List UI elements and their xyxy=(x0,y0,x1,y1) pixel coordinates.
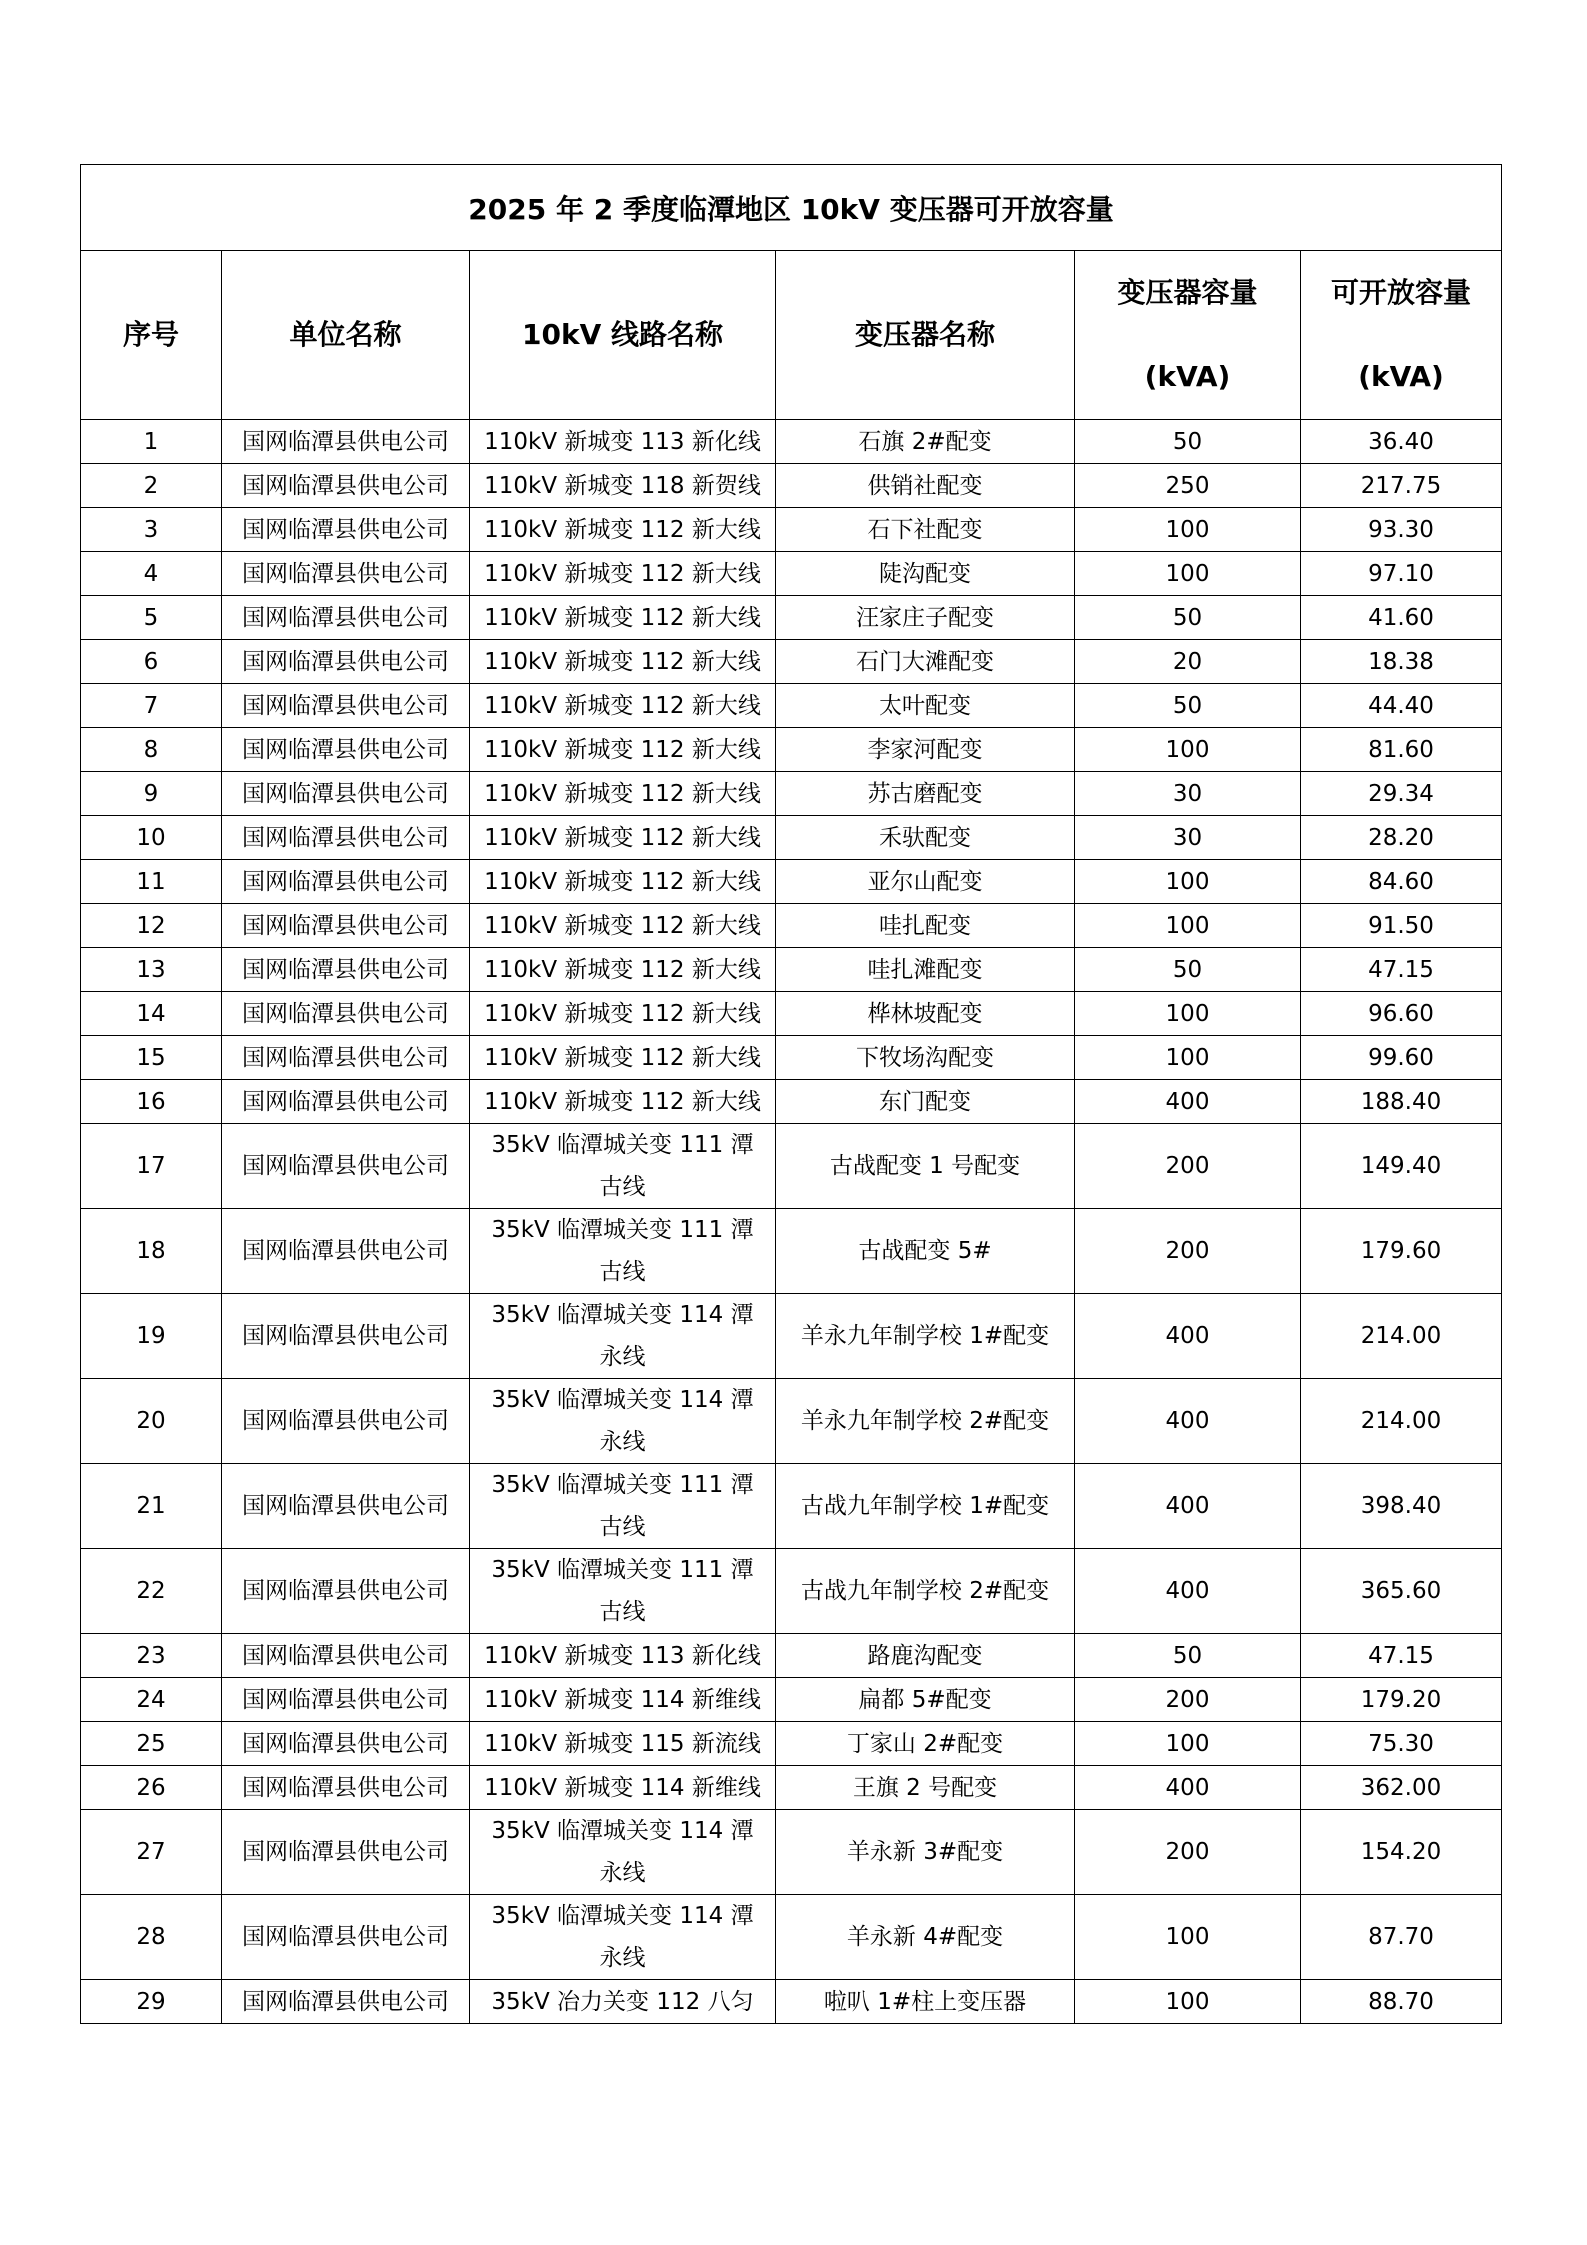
cell-open-capacity: 47.15 xyxy=(1301,948,1502,992)
cell-seq: 14 xyxy=(81,992,222,1036)
cell-unit: 国网临潭县供电公司 xyxy=(222,552,470,596)
cell-seq: 16 xyxy=(81,1080,222,1124)
table-row xyxy=(81,1722,1502,1766)
cell-capacity: 250 xyxy=(1075,464,1301,508)
cell-open-capacity: 44.40 xyxy=(1301,684,1502,728)
cell-line-part2: 永线 xyxy=(599,1429,646,1455)
cell-capacity: 50 xyxy=(1075,948,1301,992)
cell-line: 110kV 新城变 112 新大线 xyxy=(470,640,776,684)
cell-unit: 国网临潭县供电公司 xyxy=(222,1980,470,2024)
table-row xyxy=(81,1036,1502,1080)
cell-transformer: 羊永九年制学校 2#配变 xyxy=(776,1379,1075,1464)
table-row xyxy=(81,596,1502,640)
cell-capacity: 50 xyxy=(1075,1634,1301,1678)
cell-line-part2: 永线 xyxy=(599,1860,646,1886)
cell-capacity: 100 xyxy=(1075,1722,1301,1766)
cell-capacity: 400 xyxy=(1075,1549,1301,1634)
cell-unit: 国网临潭县供电公司 xyxy=(222,992,470,1036)
cell-transformer: 石门大滩配变 xyxy=(776,640,1075,684)
cell-capacity: 100 xyxy=(1075,728,1301,772)
cell-capacity: 100 xyxy=(1075,1036,1301,1080)
cell-open-capacity: 149.40 xyxy=(1301,1124,1502,1209)
cell-open-capacity: 91.50 xyxy=(1301,904,1502,948)
cell-line xyxy=(470,1379,776,1464)
cell-seq: 23 xyxy=(81,1634,222,1678)
cell-open-capacity: 154.20 xyxy=(1301,1810,1502,1895)
cell-seq: 12 xyxy=(81,904,222,948)
cell-open-capacity: 214.00 xyxy=(1301,1379,1502,1464)
cell-capacity: 200 xyxy=(1075,1810,1301,1895)
table-row xyxy=(81,772,1502,816)
cell-capacity: 30 xyxy=(1075,772,1301,816)
cell-open-capacity: 93.30 xyxy=(1301,508,1502,552)
table-row xyxy=(81,464,1502,508)
cell-capacity: 50 xyxy=(1075,596,1301,640)
cell-line: 110kV 新城变 113 新化线 xyxy=(470,1634,776,1678)
table-row xyxy=(81,1766,1502,1810)
table-row xyxy=(81,552,1502,596)
cell-open-capacity: 179.60 xyxy=(1301,1209,1502,1294)
table-row xyxy=(81,640,1502,684)
table-row xyxy=(81,816,1502,860)
cell-transformer: 下牧场沟配变 xyxy=(776,1036,1075,1080)
cell-line-part2: 永线 xyxy=(599,1344,646,1370)
cell-transformer: 啦叭 1#柱上变压器 xyxy=(776,1980,1075,2024)
table-row xyxy=(81,728,1502,772)
cell-unit: 国网临潭县供电公司 xyxy=(222,772,470,816)
cell-seq: 18 xyxy=(81,1209,222,1294)
cell-capacity: 200 xyxy=(1075,1678,1301,1722)
cell-transformer: 古战配变 1 号配变 xyxy=(776,1124,1075,1209)
cell-unit: 国网临潭县供电公司 xyxy=(222,1464,470,1549)
cell-open-capacity: 97.10 xyxy=(1301,552,1502,596)
cell-transformer: 羊永新 4#配变 xyxy=(776,1895,1075,1980)
cell-line xyxy=(470,1294,776,1379)
cell-transformer: 羊永新 3#配变 xyxy=(776,1810,1075,1895)
cell-line-part1: 35kV 临潭城关变 114 潭 xyxy=(491,1387,754,1413)
cell-line: 110kV 新城变 114 新维线 xyxy=(470,1766,776,1810)
header-capacity-label: 变压器容量 xyxy=(1117,276,1258,309)
cell-capacity: 20 xyxy=(1075,640,1301,684)
cell-seq: 29 xyxy=(81,1980,222,2024)
table-row xyxy=(81,1209,1502,1294)
cell-line-part2: 古线 xyxy=(599,1514,646,1540)
cell-transformer: 亚尔山配变 xyxy=(776,860,1075,904)
cell-transformer: 羊永九年制学校 1#配变 xyxy=(776,1294,1075,1379)
cell-open-capacity: 47.15 xyxy=(1301,1634,1502,1678)
cell-seq: 27 xyxy=(81,1810,222,1895)
header-unit: 单位名称 xyxy=(222,251,470,420)
header-open-capacity xyxy=(1301,251,1502,420)
cell-open-capacity: 398.40 xyxy=(1301,1464,1502,1549)
table-row xyxy=(81,1634,1502,1678)
cell-open-capacity: 365.60 xyxy=(1301,1549,1502,1634)
cell-unit: 国网临潭县供电公司 xyxy=(222,420,470,464)
cell-line: 110kV 新城变 114 新维线 xyxy=(470,1678,776,1722)
cell-seq: 21 xyxy=(81,1464,222,1549)
cell-seq: 4 xyxy=(81,552,222,596)
cell-line: 110kV 新城变 112 新大线 xyxy=(470,728,776,772)
cell-line-part1: 35kV 临潭城关变 114 潭 xyxy=(491,1302,754,1328)
table-row xyxy=(81,1464,1502,1549)
cell-capacity: 400 xyxy=(1075,1379,1301,1464)
table-row xyxy=(81,860,1502,904)
cell-line: 110kV 新城变 112 新大线 xyxy=(470,1080,776,1124)
cell-open-capacity: 99.60 xyxy=(1301,1036,1502,1080)
cell-seq: 8 xyxy=(81,728,222,772)
cell-transformer: 石旗 2#配变 xyxy=(776,420,1075,464)
cell-seq: 25 xyxy=(81,1722,222,1766)
cell-seq: 28 xyxy=(81,1895,222,1980)
cell-open-capacity: 188.40 xyxy=(1301,1080,1502,1124)
cell-capacity: 100 xyxy=(1075,904,1301,948)
cell-line: 110kV 新城变 112 新大线 xyxy=(470,508,776,552)
table-row xyxy=(81,1980,1502,2024)
cell-seq: 24 xyxy=(81,1678,222,1722)
cell-capacity: 100 xyxy=(1075,1980,1301,2024)
cell-line: 110kV 新城变 112 新大线 xyxy=(470,772,776,816)
header-open-unit: (kVA) xyxy=(1358,360,1444,393)
cell-line xyxy=(470,1549,776,1634)
cell-seq: 9 xyxy=(81,772,222,816)
cell-unit: 国网临潭县供电公司 xyxy=(222,1294,470,1379)
cell-transformer: 王旗 2 号配变 xyxy=(776,1766,1075,1810)
cell-open-capacity: 179.20 xyxy=(1301,1678,1502,1722)
cell-transformer: 李家河配变 xyxy=(776,728,1075,772)
cell-line xyxy=(470,1209,776,1294)
cell-unit: 国网临潭县供电公司 xyxy=(222,1549,470,1634)
cell-unit: 国网临潭县供电公司 xyxy=(222,1810,470,1895)
cell-transformer: 扁都 5#配变 xyxy=(776,1678,1075,1722)
header-transformer: 变压器名称 xyxy=(776,251,1075,420)
cell-line: 110kV 新城变 112 新大线 xyxy=(470,992,776,1036)
cell-open-capacity: 75.30 xyxy=(1301,1722,1502,1766)
cell-open-capacity: 217.75 xyxy=(1301,464,1502,508)
cell-transformer: 古战九年制学校 2#配变 xyxy=(776,1549,1075,1634)
cell-line xyxy=(470,1124,776,1209)
cell-open-capacity: 29.34 xyxy=(1301,772,1502,816)
cell-seq: 26 xyxy=(81,1766,222,1810)
table-row xyxy=(81,684,1502,728)
cell-open-capacity: 88.70 xyxy=(1301,1980,1502,2024)
cell-line-part1: 35kV 临潭城关变 111 潭 xyxy=(491,1217,754,1243)
cell-unit: 国网临潭县供电公司 xyxy=(222,948,470,992)
cell-unit: 国网临潭县供电公司 xyxy=(222,596,470,640)
cell-transformer: 陡沟配变 xyxy=(776,552,1075,596)
cell-line: 110kV 新城变 113 新化线 xyxy=(470,420,776,464)
cell-unit: 国网临潭县供电公司 xyxy=(222,1722,470,1766)
cell-unit: 国网临潭县供电公司 xyxy=(222,1124,470,1209)
cell-seq: 17 xyxy=(81,1124,222,1209)
cell-line: 110kV 新城变 112 新大线 xyxy=(470,552,776,596)
cell-capacity: 100 xyxy=(1075,1895,1301,1980)
table-row xyxy=(81,1810,1502,1895)
cell-capacity: 200 xyxy=(1075,1124,1301,1209)
cell-line-part1: 35kV 临潭城关变 114 潭 xyxy=(491,1903,754,1929)
cell-seq: 6 xyxy=(81,640,222,684)
cell-unit: 国网临潭县供电公司 xyxy=(222,464,470,508)
table-row xyxy=(81,1294,1502,1379)
cell-capacity: 100 xyxy=(1075,860,1301,904)
cell-line-part2: 永线 xyxy=(599,1945,646,1971)
cell-seq: 5 xyxy=(81,596,222,640)
cell-open-capacity: 28.20 xyxy=(1301,816,1502,860)
cell-transformer: 哇扎配变 xyxy=(776,904,1075,948)
cell-open-capacity: 362.00 xyxy=(1301,1766,1502,1810)
cell-capacity: 30 xyxy=(1075,816,1301,860)
table-row xyxy=(81,420,1502,464)
header-line: 10kV 线路名称 xyxy=(470,251,776,420)
header-capacity-unit: (kVA) xyxy=(1144,360,1231,393)
cell-unit: 国网临潭县供电公司 xyxy=(222,1379,470,1464)
cell-line: 110kV 新城变 112 新大线 xyxy=(470,816,776,860)
cell-line-part2: 古线 xyxy=(599,1174,646,1200)
table-row xyxy=(81,1080,1502,1124)
cell-line xyxy=(470,1895,776,1980)
cell-transformer: 古战配变 5# xyxy=(776,1209,1075,1294)
cell-capacity: 400 xyxy=(1075,1766,1301,1810)
cell-unit: 国网临潭县供电公司 xyxy=(222,1634,470,1678)
cell-unit: 国网临潭县供电公司 xyxy=(222,640,470,684)
cell-transformer: 供销社配变 xyxy=(776,464,1075,508)
cell-line-part2: 古线 xyxy=(599,1599,646,1625)
table-row xyxy=(81,1379,1502,1464)
cell-line-part1: 35kV 临潭城关变 111 潭 xyxy=(491,1472,754,1498)
header-seq: 序号 xyxy=(81,251,222,420)
cell-unit: 国网临潭县供电公司 xyxy=(222,1036,470,1080)
cell-unit: 国网临潭县供电公司 xyxy=(222,728,470,772)
cell-unit: 国网临潭县供电公司 xyxy=(222,508,470,552)
cell-capacity: 100 xyxy=(1075,992,1301,1036)
cell-line: 35kV 冶力关变 112 八匀 xyxy=(470,1980,776,2024)
cell-capacity: 50 xyxy=(1075,420,1301,464)
cell-unit: 国网临潭县供电公司 xyxy=(222,1080,470,1124)
table-body xyxy=(81,420,1502,2024)
cell-unit: 国网临潭县供电公司 xyxy=(222,816,470,860)
cell-line: 110kV 新城变 112 新大线 xyxy=(470,948,776,992)
cell-seq: 13 xyxy=(81,948,222,992)
table-row xyxy=(81,508,1502,552)
table-row xyxy=(81,1678,1502,1722)
cell-seq: 7 xyxy=(81,684,222,728)
cell-line-part2: 古线 xyxy=(599,1259,646,1285)
cell-seq: 1 xyxy=(81,420,222,464)
cell-capacity: 100 xyxy=(1075,552,1301,596)
cell-transformer: 汪家庄子配变 xyxy=(776,596,1075,640)
cell-seq: 22 xyxy=(81,1549,222,1634)
cell-line: 110kV 新城变 112 新大线 xyxy=(470,860,776,904)
cell-capacity: 100 xyxy=(1075,508,1301,552)
cell-line: 110kV 新城变 112 新大线 xyxy=(470,1036,776,1080)
cell-line xyxy=(470,1810,776,1895)
cell-line: 110kV 新城变 115 新流线 xyxy=(470,1722,776,1766)
cell-seq: 2 xyxy=(81,464,222,508)
cell-seq: 3 xyxy=(81,508,222,552)
cell-unit: 国网临潭县供电公司 xyxy=(222,1678,470,1722)
cell-line-part1: 35kV 临潭城关变 111 潭 xyxy=(491,1132,754,1158)
cell-line-part1: 35kV 临潭城关变 114 潭 xyxy=(491,1818,754,1844)
capacity-table xyxy=(80,164,1502,2024)
cell-seq: 19 xyxy=(81,1294,222,1379)
table-row xyxy=(81,904,1502,948)
header-open-label: 可开放容量 xyxy=(1331,276,1472,309)
table-row xyxy=(81,1124,1502,1209)
cell-capacity: 50 xyxy=(1075,684,1301,728)
cell-transformer: 苏古磨配变 xyxy=(776,772,1075,816)
cell-open-capacity: 41.60 xyxy=(1301,596,1502,640)
cell-seq: 11 xyxy=(81,860,222,904)
cell-transformer: 桦林坡配变 xyxy=(776,992,1075,1036)
cell-transformer: 路鹿沟配变 xyxy=(776,1634,1075,1678)
cell-unit: 国网临潭县供电公司 xyxy=(222,1766,470,1810)
cell-seq: 10 xyxy=(81,816,222,860)
cell-unit: 国网临潭县供电公司 xyxy=(222,684,470,728)
cell-open-capacity: 84.60 xyxy=(1301,860,1502,904)
cell-line: 110kV 新城变 112 新大线 xyxy=(470,904,776,948)
cell-open-capacity: 18.38 xyxy=(1301,640,1502,684)
cell-line xyxy=(470,1464,776,1549)
cell-capacity: 400 xyxy=(1075,1294,1301,1379)
cell-transformer: 石下社配变 xyxy=(776,508,1075,552)
cell-line: 110kV 新城变 112 新大线 xyxy=(470,684,776,728)
table-row xyxy=(81,1895,1502,1980)
cell-line-part1: 35kV 临潭城关变 111 潭 xyxy=(491,1557,754,1583)
cell-unit: 国网临潭县供电公司 xyxy=(222,904,470,948)
cell-open-capacity: 96.60 xyxy=(1301,992,1502,1036)
cell-open-capacity: 81.60 xyxy=(1301,728,1502,772)
cell-transformer: 东门配变 xyxy=(776,1080,1075,1124)
cell-open-capacity: 87.70 xyxy=(1301,1895,1502,1980)
cell-unit: 国网临潭县供电公司 xyxy=(222,860,470,904)
cell-capacity: 200 xyxy=(1075,1209,1301,1294)
cell-line: 110kV 新城变 112 新大线 xyxy=(470,596,776,640)
table-row xyxy=(81,948,1502,992)
cell-seq: 20 xyxy=(81,1379,222,1464)
cell-capacity: 400 xyxy=(1075,1080,1301,1124)
table-row xyxy=(81,992,1502,1036)
cell-capacity: 400 xyxy=(1075,1464,1301,1549)
cell-transformer: 太叶配变 xyxy=(776,684,1075,728)
header-capacity xyxy=(1075,251,1301,420)
cell-open-capacity: 36.40 xyxy=(1301,420,1502,464)
cell-line: 110kV 新城变 118 新贺线 xyxy=(470,464,776,508)
cell-transformer: 丁家山 2#配变 xyxy=(776,1722,1075,1766)
cell-seq: 15 xyxy=(81,1036,222,1080)
cell-unit: 国网临潭县供电公司 xyxy=(222,1895,470,1980)
cell-transformer: 古战九年制学校 1#配变 xyxy=(776,1464,1075,1549)
cell-unit: 国网临潭县供电公司 xyxy=(222,1209,470,1294)
table-title: 2025 年 2 季度临潭地区 10kV 变压器可开放容量 xyxy=(81,165,1502,251)
cell-transformer: 哇扎滩配变 xyxy=(776,948,1075,992)
cell-transformer: 禾驮配变 xyxy=(776,816,1075,860)
table-row xyxy=(81,1549,1502,1634)
cell-open-capacity: 214.00 xyxy=(1301,1294,1502,1379)
